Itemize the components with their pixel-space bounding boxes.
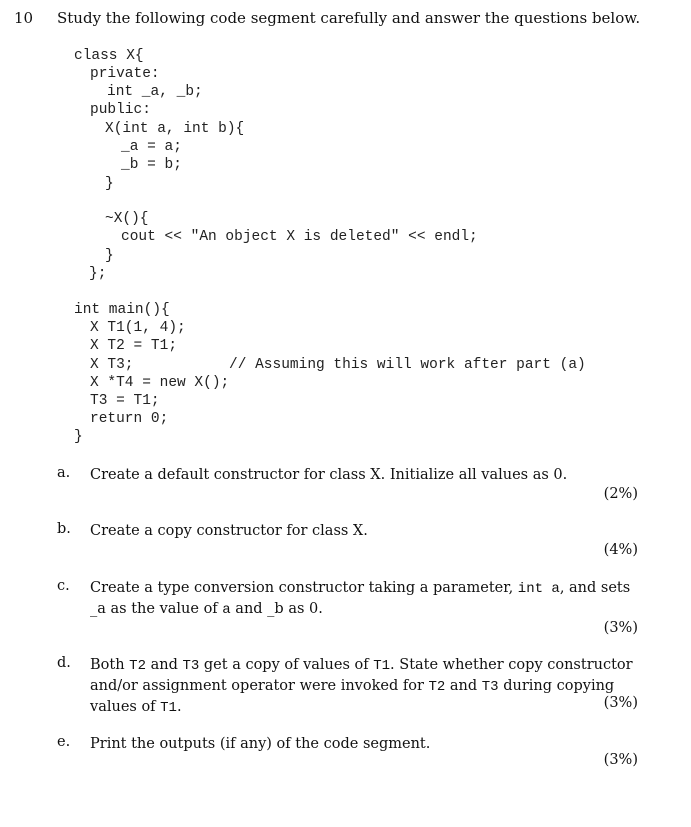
- part-marks-c: (3%): [603, 620, 638, 636]
- text-segment: as the value of: [105, 601, 223, 617]
- code-line: cout << "An object X is deleted" << endl;: [121, 229, 478, 245]
- code-line: int _a, _b;: [107, 84, 203, 100]
- code-line: _a = a;: [121, 139, 182, 155]
- text-segment: get a copy of values of: [199, 657, 374, 673]
- inline-code: _b: [267, 601, 284, 617]
- code-comment: // Assuming this will work after part (a): [229, 357, 586, 373]
- part-text-e: Print the outputs (if any) of the code segment.: [90, 736, 431, 752]
- inline-code: a: [222, 602, 231, 618]
- inline-code: T2: [428, 679, 446, 695]
- code-line: private:: [90, 66, 160, 82]
- part-marks-d: (3%): [603, 695, 638, 711]
- inline-code: int a: [517, 581, 560, 597]
- text-segment: during copying values of: [90, 678, 615, 715]
- code-line: return 0;: [90, 411, 169, 427]
- code-line: _b = b;: [121, 157, 182, 173]
- code-line: T3 = T1;: [90, 393, 160, 409]
- text-segment: .: [176, 699, 182, 715]
- question-prompt: Study the following code segment carefully and answer the questions below.: [57, 9, 641, 27]
- inline-code: _a: [90, 601, 106, 617]
- inline-code: T3: [182, 658, 200, 674]
- code-line: X T3;: [90, 357, 134, 373]
- part-label-d: d.: [57, 655, 71, 671]
- part-label-c: c.: [57, 578, 70, 594]
- text-segment: . State whether copy constructor and/or assignment operator were invoked for: [90, 657, 633, 694]
- text-segment: as 0.: [283, 601, 323, 617]
- text-segment: and: [145, 657, 183, 673]
- part-marks-e: (3%): [603, 752, 638, 768]
- code-line: ~X(){: [105, 211, 149, 227]
- code-line: }: [105, 176, 114, 192]
- text-segment: and: [445, 678, 482, 694]
- inline-code: T2: [129, 658, 146, 674]
- code-line: X *T4 = new X();: [90, 375, 230, 391]
- code-line: class X{: [74, 48, 144, 64]
- part-text-a: Create a default constructor for class X. Initialize all values as 0.: [90, 467, 568, 483]
- code-line: int main(){: [74, 302, 170, 318]
- part-marks-b: (4%): [603, 542, 638, 558]
- part-text-c: [90, 578, 640, 620]
- part-label-e: e.: [57, 734, 71, 750]
- text-segment: Both: [90, 657, 130, 673]
- code-line: };: [89, 266, 107, 282]
- part-marks-a: (2%): [603, 486, 638, 502]
- code-line: X T1(1, 4);: [90, 320, 186, 336]
- part-label-a: a.: [57, 465, 71, 481]
- code-line: X T2 = T1;: [90, 338, 178, 354]
- code-line: }: [105, 248, 114, 264]
- inline-code: T1: [373, 658, 391, 674]
- inline-code: T1: [160, 700, 177, 716]
- code-line: public:: [90, 102, 151, 118]
- question-number: 10: [14, 9, 34, 27]
- text-segment: Create a type conversion constructor taking a parameter,: [90, 580, 518, 596]
- part-text-b: Create a copy constructor for class X.: [90, 523, 368, 539]
- part-text-d: [90, 655, 645, 718]
- text-segment: and: [230, 601, 268, 617]
- code-line: }: [74, 429, 83, 445]
- inline-code: T3: [481, 679, 499, 695]
- code-line: X(int a, int b){: [105, 121, 245, 137]
- text-segment: , and sets: [559, 580, 631, 596]
- part-label-b: b.: [57, 521, 71, 537]
